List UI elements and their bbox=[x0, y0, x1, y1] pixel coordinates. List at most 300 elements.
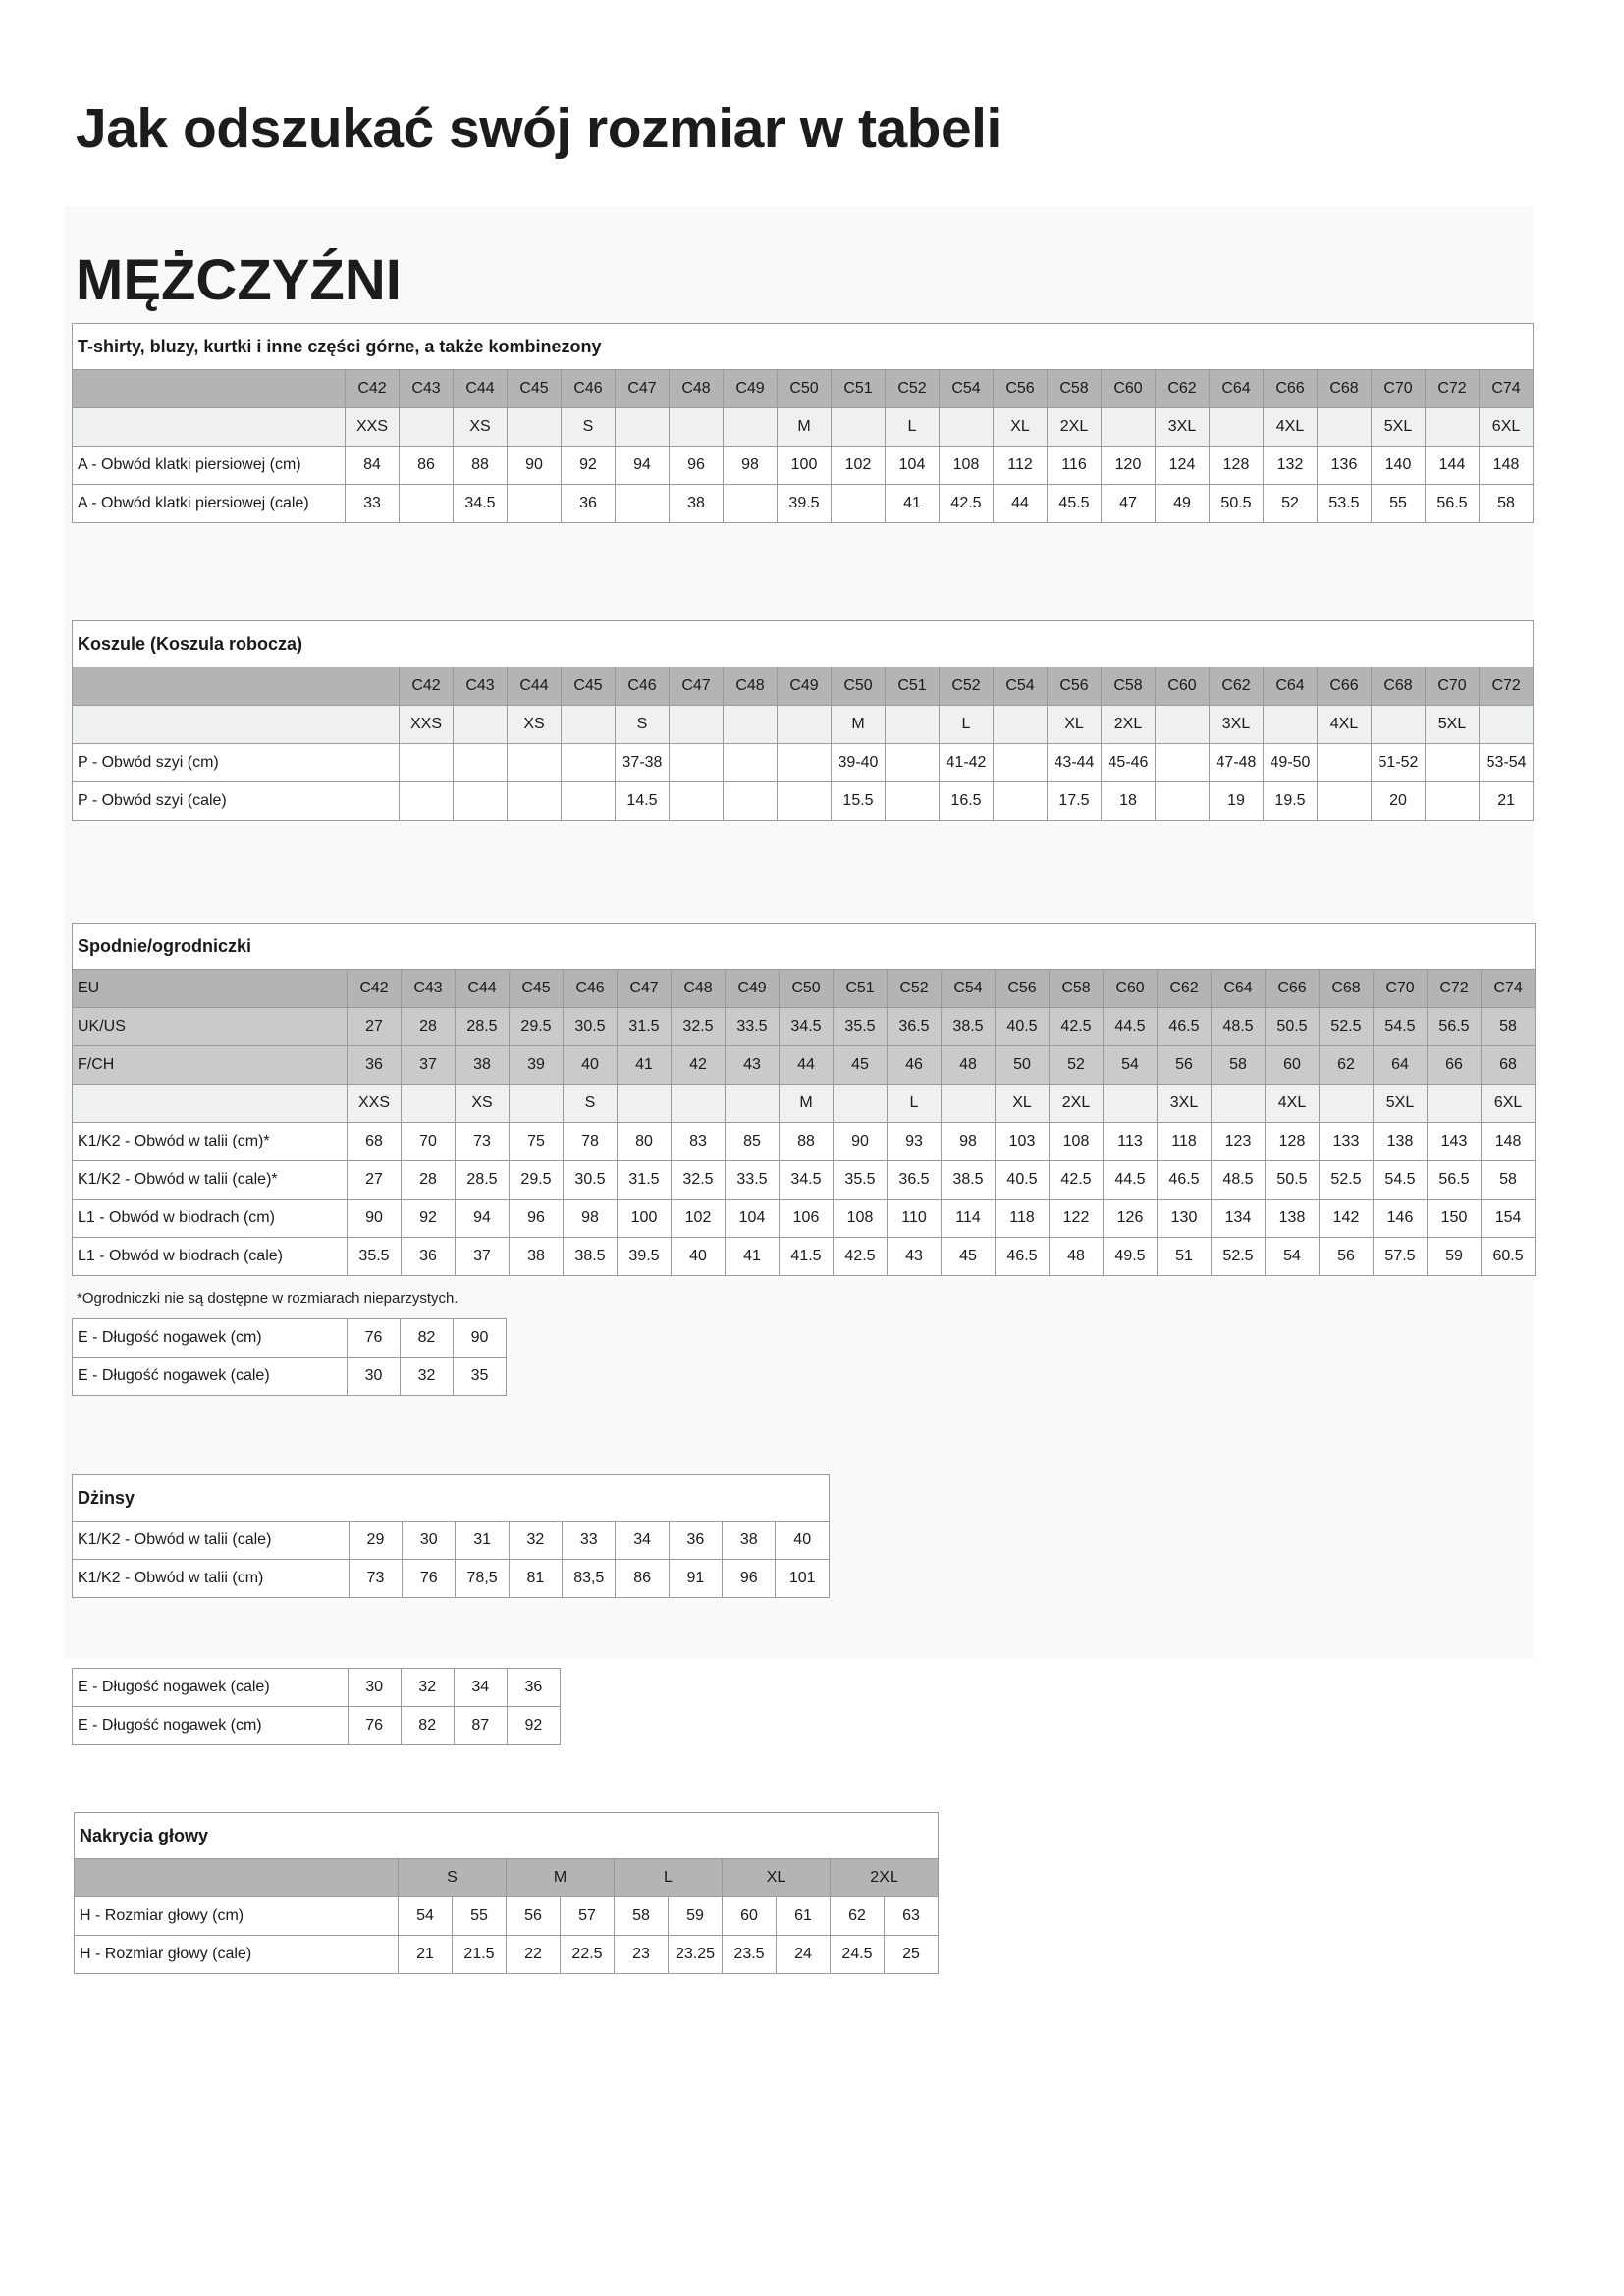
value-cell: 68 bbox=[1482, 1046, 1536, 1085]
size-code-cell: C60 bbox=[1156, 667, 1210, 706]
value-cell: 108 bbox=[834, 1200, 888, 1238]
value-cell: 44.5 bbox=[1104, 1161, 1158, 1200]
value-cell: 31 bbox=[456, 1522, 509, 1560]
value-cell: C74 bbox=[1482, 970, 1536, 1008]
value-cell: 56 bbox=[507, 1897, 561, 1936]
value-cell: 52 bbox=[1264, 485, 1318, 523]
value-cell: S bbox=[564, 1085, 618, 1123]
value-cell: 59 bbox=[669, 1897, 723, 1936]
table-title: Spodnie/ogrodniczki bbox=[73, 924, 1536, 970]
value-cell: 19.5 bbox=[1264, 782, 1318, 821]
table-title-row bbox=[73, 924, 1536, 970]
size-code-cell: C43 bbox=[454, 667, 508, 706]
letter-size-cell: 5XL bbox=[1372, 408, 1426, 447]
value-cell: 73 bbox=[456, 1123, 510, 1161]
value-cell: 103 bbox=[996, 1123, 1050, 1161]
value-cell: 41 bbox=[618, 1046, 672, 1085]
letter-size-cell bbox=[1372, 706, 1426, 744]
value-cell: 33.5 bbox=[726, 1008, 780, 1046]
value-cell bbox=[778, 782, 832, 821]
row-label: A - Obwód klatki piersiowej (cale) bbox=[73, 485, 346, 523]
value-cell: 116 bbox=[1048, 447, 1102, 485]
value-cell: 49-50 bbox=[1264, 744, 1318, 782]
value-cell: 110 bbox=[888, 1200, 942, 1238]
value-cell bbox=[670, 744, 724, 782]
value-cell: 21 bbox=[1480, 782, 1534, 821]
value-cell: 93 bbox=[888, 1123, 942, 1161]
value-cell: 33.5 bbox=[726, 1161, 780, 1200]
value-cell: 34.5 bbox=[454, 485, 508, 523]
letter-size-cell: 4XL bbox=[1264, 408, 1318, 447]
value-cell: 96 bbox=[510, 1200, 564, 1238]
value-cell: 34 bbox=[616, 1522, 669, 1560]
value-cell: 120 bbox=[1102, 447, 1156, 485]
letter-size-cell bbox=[670, 408, 724, 447]
value-cell bbox=[508, 744, 562, 782]
letter-size-cell bbox=[832, 408, 886, 447]
table-row bbox=[73, 1123, 1536, 1161]
value-cell: 114 bbox=[942, 1200, 996, 1238]
value-cell: 58 bbox=[1482, 1008, 1536, 1046]
row-label: E - Długość nogawek (cale) bbox=[73, 1669, 349, 1707]
value-cell: C54 bbox=[942, 970, 996, 1008]
size-group-cell: XL bbox=[723, 1859, 831, 1897]
value-cell: 27 bbox=[348, 1008, 402, 1046]
row-label: L1 - Obwód w biodrach (cm) bbox=[73, 1200, 348, 1238]
value-cell: C56 bbox=[996, 970, 1050, 1008]
value-cell bbox=[1428, 1085, 1482, 1123]
size-code-cell: C50 bbox=[832, 667, 886, 706]
value-cell bbox=[1156, 744, 1210, 782]
value-cell bbox=[454, 744, 508, 782]
value-cell bbox=[726, 1085, 780, 1123]
value-cell: 37 bbox=[402, 1046, 456, 1085]
value-cell: 14.5 bbox=[616, 782, 670, 821]
value-cell bbox=[402, 1085, 456, 1123]
value-cell: 22.5 bbox=[561, 1936, 615, 1974]
value-cell: 81 bbox=[509, 1560, 562, 1598]
row-label: H - Rozmiar głowy (cm) bbox=[75, 1897, 399, 1936]
value-cell: 38 bbox=[510, 1238, 564, 1276]
value-cell: 50.5 bbox=[1210, 485, 1264, 523]
size-code-cell: C48 bbox=[670, 370, 724, 408]
value-cell: 92 bbox=[402, 1200, 456, 1238]
value-cell: 28.5 bbox=[456, 1161, 510, 1200]
row-label: E - Długość nogawek (cm) bbox=[73, 1319, 348, 1358]
value-cell: 24.5 bbox=[831, 1936, 885, 1974]
value-cell: C42 bbox=[348, 970, 402, 1008]
value-cell: 28.5 bbox=[456, 1008, 510, 1046]
value-cell: 34 bbox=[454, 1669, 507, 1707]
value-cell bbox=[994, 782, 1048, 821]
size-code-cell: C49 bbox=[778, 667, 832, 706]
row-label bbox=[73, 667, 400, 706]
value-cell bbox=[1156, 782, 1210, 821]
size-code-cell: C56 bbox=[1048, 667, 1102, 706]
value-cell: 88 bbox=[780, 1123, 834, 1161]
value-cell: 52.5 bbox=[1320, 1161, 1374, 1200]
value-cell bbox=[618, 1085, 672, 1123]
table-title: Dżinsy bbox=[73, 1475, 830, 1522]
value-cell: 78,5 bbox=[456, 1560, 509, 1598]
value-cell: 94 bbox=[456, 1200, 510, 1238]
value-cell: 28 bbox=[402, 1161, 456, 1200]
value-cell: 42.5 bbox=[1050, 1008, 1104, 1046]
size-code-cell: C47 bbox=[616, 370, 670, 408]
value-cell: 82 bbox=[401, 1707, 454, 1745]
value-cell: 60 bbox=[1266, 1046, 1320, 1085]
value-cell: 108 bbox=[940, 447, 994, 485]
value-cell bbox=[562, 744, 616, 782]
table-title-row bbox=[73, 621, 1534, 667]
size-code-cell: C64 bbox=[1210, 370, 1264, 408]
value-cell: 46.5 bbox=[996, 1238, 1050, 1276]
trouser-length-table bbox=[72, 1318, 507, 1396]
value-cell: 43 bbox=[888, 1238, 942, 1276]
letter-size-cell: M bbox=[832, 706, 886, 744]
size-code-cell: C52 bbox=[940, 667, 994, 706]
size-code-cell: C58 bbox=[1048, 370, 1102, 408]
value-cell: 44 bbox=[994, 485, 1048, 523]
value-cell: C58 bbox=[1050, 970, 1104, 1008]
value-cell: 83,5 bbox=[563, 1560, 616, 1598]
shirts-size-table bbox=[72, 620, 1534, 821]
value-cell: 38 bbox=[723, 1522, 776, 1560]
value-cell: 68 bbox=[348, 1123, 402, 1161]
value-cell: 30.5 bbox=[564, 1008, 618, 1046]
value-cell bbox=[400, 485, 454, 523]
value-cell bbox=[400, 744, 454, 782]
value-cell: C43 bbox=[402, 970, 456, 1008]
value-cell: 126 bbox=[1104, 1200, 1158, 1238]
value-cell: C48 bbox=[672, 970, 726, 1008]
value-cell: 31.5 bbox=[618, 1008, 672, 1046]
letter-size-cell bbox=[994, 706, 1048, 744]
table-row bbox=[75, 1859, 939, 1897]
table-title: Koszule (Koszula robocza) bbox=[73, 621, 1534, 667]
value-cell: 98 bbox=[564, 1200, 618, 1238]
table-row bbox=[73, 1046, 1536, 1085]
value-cell bbox=[1320, 1085, 1374, 1123]
size-code-cell: C62 bbox=[1210, 667, 1264, 706]
size-code-cell: C54 bbox=[940, 370, 994, 408]
table-title: Nakrycia głowy bbox=[75, 1813, 939, 1859]
value-cell bbox=[1426, 744, 1480, 782]
value-cell bbox=[508, 782, 562, 821]
value-cell: 132 bbox=[1264, 447, 1318, 485]
size-code-cell: C48 bbox=[724, 667, 778, 706]
value-cell: C46 bbox=[564, 970, 618, 1008]
value-cell: 48.5 bbox=[1212, 1161, 1266, 1200]
size-code-cell: C72 bbox=[1426, 370, 1480, 408]
size-code-cell: C44 bbox=[508, 667, 562, 706]
size-code-cell: C62 bbox=[1156, 370, 1210, 408]
value-cell: 47 bbox=[1102, 485, 1156, 523]
value-cell: 86 bbox=[616, 1560, 669, 1598]
value-cell: 21.5 bbox=[453, 1936, 507, 1974]
value-cell: 2XL bbox=[1050, 1085, 1104, 1123]
value-cell: 23 bbox=[615, 1936, 669, 1974]
value-cell: 88 bbox=[454, 447, 508, 485]
value-cell: 29 bbox=[349, 1522, 402, 1560]
letter-size-cell bbox=[1426, 408, 1480, 447]
letter-size-cell: 4XL bbox=[1318, 706, 1372, 744]
value-cell: 46.5 bbox=[1158, 1008, 1212, 1046]
row-label: F/CH bbox=[73, 1046, 348, 1085]
value-cell: 5XL bbox=[1374, 1085, 1428, 1123]
value-cell: 73 bbox=[349, 1560, 402, 1598]
value-cell: 54 bbox=[1266, 1238, 1320, 1276]
value-cell: 128 bbox=[1210, 447, 1264, 485]
table-row bbox=[73, 1707, 561, 1745]
value-cell bbox=[886, 744, 940, 782]
value-cell bbox=[724, 782, 778, 821]
row-label bbox=[73, 1085, 348, 1123]
value-cell: 29.5 bbox=[510, 1161, 564, 1200]
value-cell: 76 bbox=[403, 1560, 456, 1598]
table-row bbox=[73, 744, 1534, 782]
value-cell: 128 bbox=[1266, 1123, 1320, 1161]
value-cell: 32.5 bbox=[672, 1008, 726, 1046]
letter-size-cell bbox=[562, 706, 616, 744]
value-cell: 15.5 bbox=[832, 782, 886, 821]
value-cell: 46.5 bbox=[1158, 1161, 1212, 1200]
value-cell: 30 bbox=[348, 1358, 401, 1396]
size-code-cell: C66 bbox=[1264, 370, 1318, 408]
row-label: E - Długość nogawek (cm) bbox=[73, 1707, 349, 1745]
value-cell: C66 bbox=[1266, 970, 1320, 1008]
value-cell: 108 bbox=[1050, 1123, 1104, 1161]
value-cell: 35.5 bbox=[834, 1008, 888, 1046]
value-cell: 60 bbox=[723, 1897, 777, 1936]
tshirts-size-table bbox=[72, 323, 1534, 523]
value-cell: 144 bbox=[1426, 447, 1480, 485]
value-cell: 49 bbox=[1156, 485, 1210, 523]
size-code-cell: C42 bbox=[400, 667, 454, 706]
row-label bbox=[75, 1859, 399, 1897]
letter-size-cell: L bbox=[940, 706, 994, 744]
value-cell: 62 bbox=[1320, 1046, 1374, 1085]
value-cell: 76 bbox=[348, 1319, 401, 1358]
trousers-size-table bbox=[72, 923, 1536, 1276]
size-code-cell: C45 bbox=[562, 667, 616, 706]
value-cell bbox=[672, 1085, 726, 1123]
value-cell bbox=[724, 485, 778, 523]
value-cell: 140 bbox=[1372, 447, 1426, 485]
size-code-cell: C50 bbox=[778, 370, 832, 408]
value-cell: 54 bbox=[1104, 1046, 1158, 1085]
row-label: H - Rozmiar głowy (cale) bbox=[75, 1936, 399, 1974]
value-cell: 16.5 bbox=[940, 782, 994, 821]
value-cell: 50.5 bbox=[1266, 1008, 1320, 1046]
value-cell: 25 bbox=[885, 1936, 939, 1974]
size-code-cell: C45 bbox=[508, 370, 562, 408]
value-cell: 104 bbox=[886, 447, 940, 485]
value-cell: 42.5 bbox=[834, 1238, 888, 1276]
value-cell: 3XL bbox=[1158, 1085, 1212, 1123]
value-cell: 21 bbox=[399, 1936, 453, 1974]
value-cell: 102 bbox=[672, 1200, 726, 1238]
value-cell: 118 bbox=[1158, 1123, 1212, 1161]
row-label: EU bbox=[73, 970, 348, 1008]
value-cell: 58 bbox=[1482, 1161, 1536, 1200]
table-row bbox=[73, 408, 1534, 447]
value-cell: 64 bbox=[1374, 1046, 1428, 1085]
value-cell: 154 bbox=[1482, 1200, 1536, 1238]
letter-size-cell: XS bbox=[454, 408, 508, 447]
value-cell: 40.5 bbox=[996, 1008, 1050, 1046]
letter-size-cell bbox=[1102, 408, 1156, 447]
size-code-cell: C43 bbox=[400, 370, 454, 408]
value-cell: C64 bbox=[1212, 970, 1266, 1008]
value-cell: 142 bbox=[1320, 1200, 1374, 1238]
headwear-size-table bbox=[74, 1812, 939, 1974]
value-cell: 102 bbox=[832, 447, 886, 485]
letter-size-cell: 2XL bbox=[1102, 706, 1156, 744]
letter-size-cell bbox=[886, 706, 940, 744]
value-cell: 82 bbox=[401, 1319, 454, 1358]
value-cell: 18 bbox=[1102, 782, 1156, 821]
value-cell: 130 bbox=[1158, 1200, 1212, 1238]
value-cell: 51-52 bbox=[1372, 744, 1426, 782]
table-row bbox=[73, 667, 1534, 706]
row-label: UK/US bbox=[73, 1008, 348, 1046]
letter-size-cell bbox=[1318, 408, 1372, 447]
value-cell: 43 bbox=[726, 1046, 780, 1085]
value-cell: 22 bbox=[507, 1936, 561, 1974]
value-cell: 53-54 bbox=[1480, 744, 1534, 782]
value-cell: 32 bbox=[509, 1522, 562, 1560]
value-cell: 36 bbox=[507, 1669, 560, 1707]
value-cell: 30 bbox=[403, 1522, 456, 1560]
value-cell bbox=[1426, 782, 1480, 821]
value-cell: 40 bbox=[564, 1046, 618, 1085]
value-cell: 133 bbox=[1320, 1123, 1374, 1161]
size-code-cell: C70 bbox=[1426, 667, 1480, 706]
value-cell: 57 bbox=[561, 1897, 615, 1936]
value-cell bbox=[400, 782, 454, 821]
value-cell bbox=[1104, 1085, 1158, 1123]
value-cell: 98 bbox=[942, 1123, 996, 1161]
value-cell: C45 bbox=[510, 970, 564, 1008]
value-cell: 55 bbox=[453, 1897, 507, 1936]
row-label: K1/K2 - Obwód w talii (cale) bbox=[73, 1522, 350, 1560]
table-row bbox=[73, 1200, 1536, 1238]
size-group-cell: 2XL bbox=[831, 1859, 939, 1897]
value-cell: 38 bbox=[670, 485, 724, 523]
value-cell: 136 bbox=[1318, 447, 1372, 485]
row-label bbox=[73, 408, 346, 447]
letter-size-cell: XXS bbox=[400, 706, 454, 744]
value-cell: 56.5 bbox=[1428, 1161, 1482, 1200]
value-cell: 17.5 bbox=[1048, 782, 1102, 821]
row-label bbox=[73, 370, 346, 408]
value-cell bbox=[1318, 782, 1372, 821]
size-code-cell: C70 bbox=[1372, 370, 1426, 408]
value-cell: 34.5 bbox=[780, 1008, 834, 1046]
value-cell bbox=[834, 1085, 888, 1123]
value-cell: 54.5 bbox=[1374, 1161, 1428, 1200]
letter-size-cell: 5XL bbox=[1426, 706, 1480, 744]
value-cell: 104 bbox=[726, 1200, 780, 1238]
value-cell: 92 bbox=[507, 1707, 560, 1745]
value-cell: 4XL bbox=[1266, 1085, 1320, 1123]
table-row bbox=[73, 1008, 1536, 1046]
value-cell: 122 bbox=[1050, 1200, 1104, 1238]
value-cell: 41 bbox=[886, 485, 940, 523]
table-row bbox=[73, 1161, 1536, 1200]
value-cell: 59 bbox=[1428, 1238, 1482, 1276]
value-cell: 42.5 bbox=[1050, 1161, 1104, 1200]
size-code-cell: C68 bbox=[1318, 370, 1372, 408]
value-cell: 47-48 bbox=[1210, 744, 1264, 782]
letter-size-cell: 2XL bbox=[1048, 408, 1102, 447]
letter-size-cell bbox=[400, 408, 454, 447]
size-code-cell: C64 bbox=[1264, 667, 1318, 706]
value-cell: 36 bbox=[562, 485, 616, 523]
value-cell: 58 bbox=[615, 1897, 669, 1936]
value-cell bbox=[832, 485, 886, 523]
value-cell: 94 bbox=[616, 447, 670, 485]
row-label bbox=[73, 706, 400, 744]
letter-size-cell: S bbox=[616, 706, 670, 744]
value-cell: 44 bbox=[780, 1046, 834, 1085]
value-cell: 33 bbox=[346, 485, 400, 523]
value-cell: 150 bbox=[1428, 1200, 1482, 1238]
value-cell: 45 bbox=[834, 1046, 888, 1085]
value-cell: 113 bbox=[1104, 1123, 1158, 1161]
value-cell: 96 bbox=[670, 447, 724, 485]
value-cell bbox=[942, 1085, 996, 1123]
row-label: P - Obwód szyi (cm) bbox=[73, 744, 400, 782]
value-cell: 30.5 bbox=[564, 1161, 618, 1200]
value-cell: 24 bbox=[777, 1936, 831, 1974]
value-cell: C72 bbox=[1428, 970, 1482, 1008]
value-cell: M bbox=[780, 1085, 834, 1123]
value-cell: 63 bbox=[885, 1897, 939, 1936]
value-cell bbox=[994, 744, 1048, 782]
value-cell: 57.5 bbox=[1374, 1238, 1428, 1276]
value-cell: 34.5 bbox=[780, 1161, 834, 1200]
value-cell: 56.5 bbox=[1428, 1008, 1482, 1046]
value-cell: C44 bbox=[456, 970, 510, 1008]
value-cell: 19 bbox=[1210, 782, 1264, 821]
row-label: L1 - Obwód w biodrach (cale) bbox=[73, 1238, 348, 1276]
value-cell: 35 bbox=[454, 1358, 507, 1396]
letter-size-cell bbox=[1264, 706, 1318, 744]
value-cell: 27 bbox=[348, 1161, 402, 1200]
section-title-men: MĘŻCZYŹNI bbox=[76, 248, 402, 312]
value-cell: 101 bbox=[776, 1560, 830, 1598]
value-cell: C68 bbox=[1320, 970, 1374, 1008]
value-cell: 38.5 bbox=[564, 1238, 618, 1276]
table-row bbox=[75, 1897, 939, 1936]
table-row bbox=[73, 782, 1534, 821]
value-cell: 23.25 bbox=[669, 1936, 723, 1974]
table-row bbox=[75, 1936, 939, 1974]
value-cell: 92 bbox=[562, 447, 616, 485]
row-label: K1/K2 - Obwód w talii (cm)* bbox=[73, 1123, 348, 1161]
letter-size-cell bbox=[1480, 706, 1534, 744]
size-code-cell: C42 bbox=[346, 370, 400, 408]
size-code-cell: C60 bbox=[1102, 370, 1156, 408]
value-cell: 52 bbox=[1050, 1046, 1104, 1085]
value-cell: L bbox=[888, 1085, 942, 1123]
value-cell: 6XL bbox=[1482, 1085, 1536, 1123]
letter-size-cell bbox=[454, 706, 508, 744]
table-row bbox=[73, 706, 1534, 744]
table-row bbox=[73, 1238, 1536, 1276]
